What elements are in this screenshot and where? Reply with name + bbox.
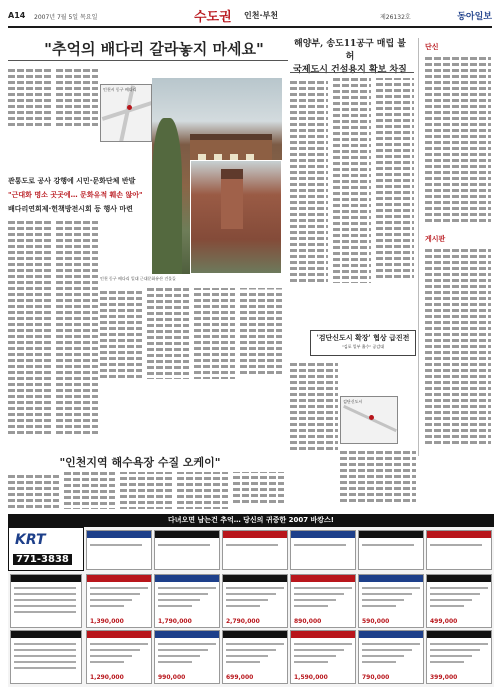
ad-listing[interactable] xyxy=(222,530,288,570)
sidebar-title: 게시판 xyxy=(425,235,446,243)
ad-listing[interactable] xyxy=(290,530,356,570)
ad-listing[interactable] xyxy=(426,574,492,628)
issue-number: 제26132호 xyxy=(380,14,411,21)
article-body-column xyxy=(56,66,98,126)
ad-price: 1,590,000 xyxy=(294,674,328,681)
news-brief-sidebar xyxy=(418,38,494,456)
right-headline: 해양부, 송도11공구 매립 불허 국제도시 건설용지 확보 차질 xyxy=(293,39,407,75)
ad-price: 890,000 xyxy=(294,618,322,625)
ad-listing[interactable] xyxy=(154,630,220,684)
divider xyxy=(290,72,414,73)
ad-price: 699,000 xyxy=(226,674,254,681)
article-body-column xyxy=(290,360,338,450)
article-body-column xyxy=(340,448,416,506)
travel-agency-ad[interactable] xyxy=(8,527,84,571)
ad-listing[interactable] xyxy=(86,574,152,628)
ad-listing[interactable] xyxy=(426,630,492,684)
newspaper-logo: 동아일보 xyxy=(457,12,492,22)
article-subhead: 관통도로 공사 강행에 시민·문화단체 반발 xyxy=(8,177,136,185)
photo-caption: 인천 동구 배다리 일대 근대문화유산 건물들 xyxy=(100,276,176,281)
sidebar-text xyxy=(425,246,491,452)
ad-price: 399,000 xyxy=(430,674,458,681)
map-pin-icon xyxy=(369,415,374,420)
ad-listing[interactable] xyxy=(358,630,424,684)
ad-listing[interactable] xyxy=(10,574,82,628)
ad-price: 590,000 xyxy=(362,618,390,625)
divider xyxy=(8,60,288,61)
sidebar-title: 단신 xyxy=(425,43,439,51)
section-title: 수도권 xyxy=(194,10,232,25)
ad-listing[interactable] xyxy=(86,530,152,570)
third-headline: "인천지역 해수욕장 수질 오케이" xyxy=(59,456,221,469)
krt-phone: 771-3838 xyxy=(13,554,72,565)
krt-logo: KRT xyxy=(15,532,46,548)
ad-listing[interactable] xyxy=(222,574,288,628)
location-map xyxy=(100,84,152,142)
ad-listing[interactable] xyxy=(290,574,356,628)
article-body-column xyxy=(8,472,284,512)
ad-price: 790,000 xyxy=(362,674,390,681)
article-body-column xyxy=(290,78,414,324)
masthead xyxy=(8,6,492,28)
article-body-column xyxy=(8,66,52,126)
ad-listing[interactable] xyxy=(358,574,424,628)
section-subtitle: 인천·부천 xyxy=(244,11,278,20)
ad-listing[interactable] xyxy=(10,630,82,684)
article-subhead: "근대화 명소 곳곳에… 문화유적 훼손 않아" xyxy=(8,191,143,199)
ad-price: 1,290,000 xyxy=(90,674,124,681)
location-map: 검단신도시 xyxy=(340,396,398,444)
publication-date: 2007년 7월 5일 목요일 xyxy=(34,14,98,21)
ad-price: 990,000 xyxy=(158,674,186,681)
page-number: A14 xyxy=(8,11,26,20)
lead-headline: "추억의 배다리 갈라놓지 마세요" xyxy=(44,40,264,58)
ad-price: 1,390,000 xyxy=(90,618,124,625)
ad-price: 499,000 xyxy=(430,618,458,625)
article-subhead: 배다리연희제·헌책방전시회 등 행사 마련 xyxy=(8,205,133,213)
article-body-column xyxy=(8,218,52,450)
ad-banner: 다녀오면 남는건 추억… 당신의 귀중한 2007 바캉스! xyxy=(8,514,494,527)
ad-listing[interactable] xyxy=(222,630,288,684)
ad-listing[interactable] xyxy=(154,530,220,570)
ad-listing[interactable] xyxy=(426,530,492,570)
sidebar-text xyxy=(425,54,491,230)
map-label: 인천시 동구 배다리 xyxy=(103,87,137,92)
article-body-column xyxy=(56,218,98,450)
box-headline: '검단신도시 확장' 협상 급진전 "김포 일부 흡수" 공감대 xyxy=(310,330,416,356)
map-pin-icon xyxy=(127,105,132,110)
ad-listing[interactable] xyxy=(358,530,424,570)
ad-price: 1,790,000 xyxy=(158,618,192,625)
article-body-column xyxy=(100,288,282,448)
ad-price: 2,790,000 xyxy=(226,618,260,625)
ad-listing[interactable] xyxy=(154,574,220,628)
ad-listing[interactable] xyxy=(290,630,356,684)
ad-listing[interactable] xyxy=(86,630,152,684)
church-photo xyxy=(190,160,282,274)
